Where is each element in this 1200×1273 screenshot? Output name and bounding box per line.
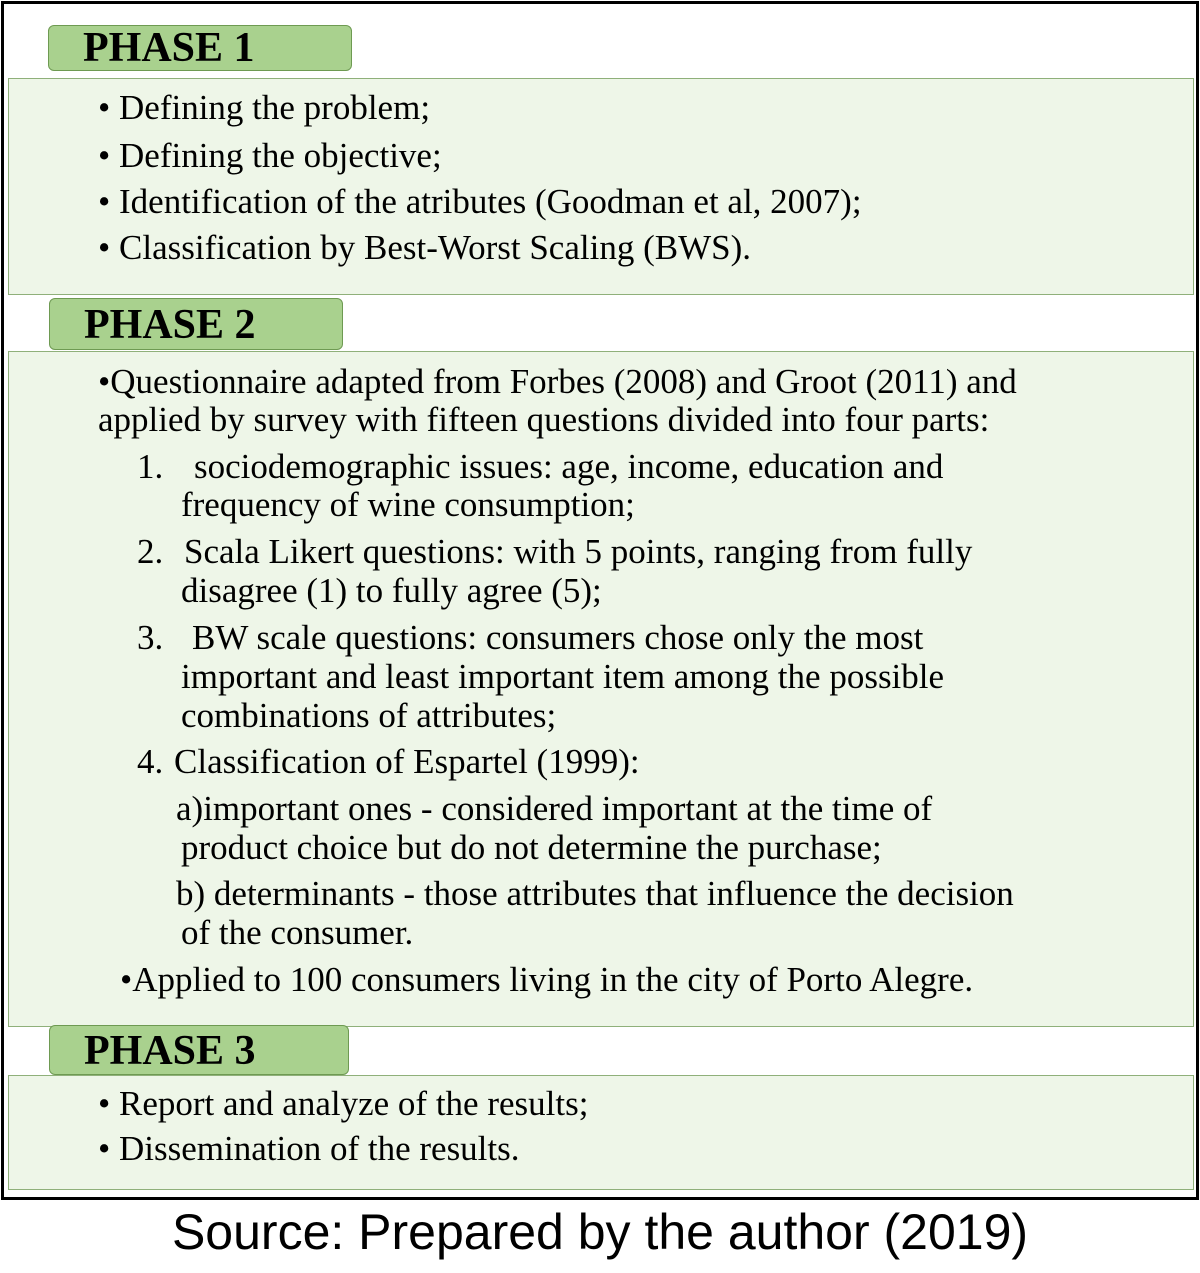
part-3-line2: important and least important item among the possible	[181, 657, 945, 696]
part-2-line2: disagree (1) to fully agree (5);	[181, 571, 602, 610]
part-1-line2: frequency of wine consumption;	[181, 485, 635, 524]
part-4-number: 4.	[137, 742, 164, 781]
part-2-number: 2.	[137, 532, 164, 571]
phase2-label: PHASE 2	[49, 298, 343, 350]
phase3-item-2: • Dissemination of the results.	[98, 1129, 520, 1168]
phase1-item-1: • Defining the problem;	[98, 88, 431, 127]
subitem-b-line2: of the consumer.	[181, 913, 414, 952]
subitem-a-line2: product choice but do not determine the purchase;	[181, 828, 882, 867]
source-caption: Source: Prepared by the author (2019)	[171, 1204, 1029, 1260]
phase1-item-3: • Identification of the atributes (Goodman et al, 2007);	[98, 182, 862, 221]
phase1-item-4: • Classification by Best-Worst Scaling (BWS).	[98, 228, 751, 267]
part-3-line1: BW scale questions: consumers chose only the most	[192, 618, 924, 657]
part-3-number: 3.	[137, 618, 164, 657]
part-1-line1: sociodemographic issues: age, income, education and	[194, 447, 944, 486]
part-2-line1: Scala Likert questions: with 5 points, ranging from fully	[184, 532, 973, 571]
part-3-line3: combinations of attributes;	[181, 696, 557, 735]
subitem-b-line1: b) determinants - those attributes that influence the decision	[176, 874, 1014, 913]
phase2-intro-line1: •Questionnaire adapted from Forbes (2008) and Groot (2011) and	[98, 362, 1017, 401]
part-4-line1: Classification of Espartel (1999):	[174, 742, 640, 781]
phase1-item-2: • Defining the objective;	[98, 136, 442, 175]
subitem-a-line1: a)important ones - considered important at the time of	[176, 789, 933, 828]
phase2-closing: •Applied to 100 consumers living in the city of Porto Alegre.	[120, 960, 974, 999]
phase3-item-1: • Report and analyze of the results;	[98, 1084, 589, 1123]
part-1-number: 1.	[137, 447, 164, 486]
phase1-label: PHASE 1	[48, 25, 352, 71]
phase2-intro-line2: applied by survey with fifteen questions divided into four parts:	[98, 400, 990, 439]
phase3-label: PHASE 3	[49, 1025, 349, 1075]
